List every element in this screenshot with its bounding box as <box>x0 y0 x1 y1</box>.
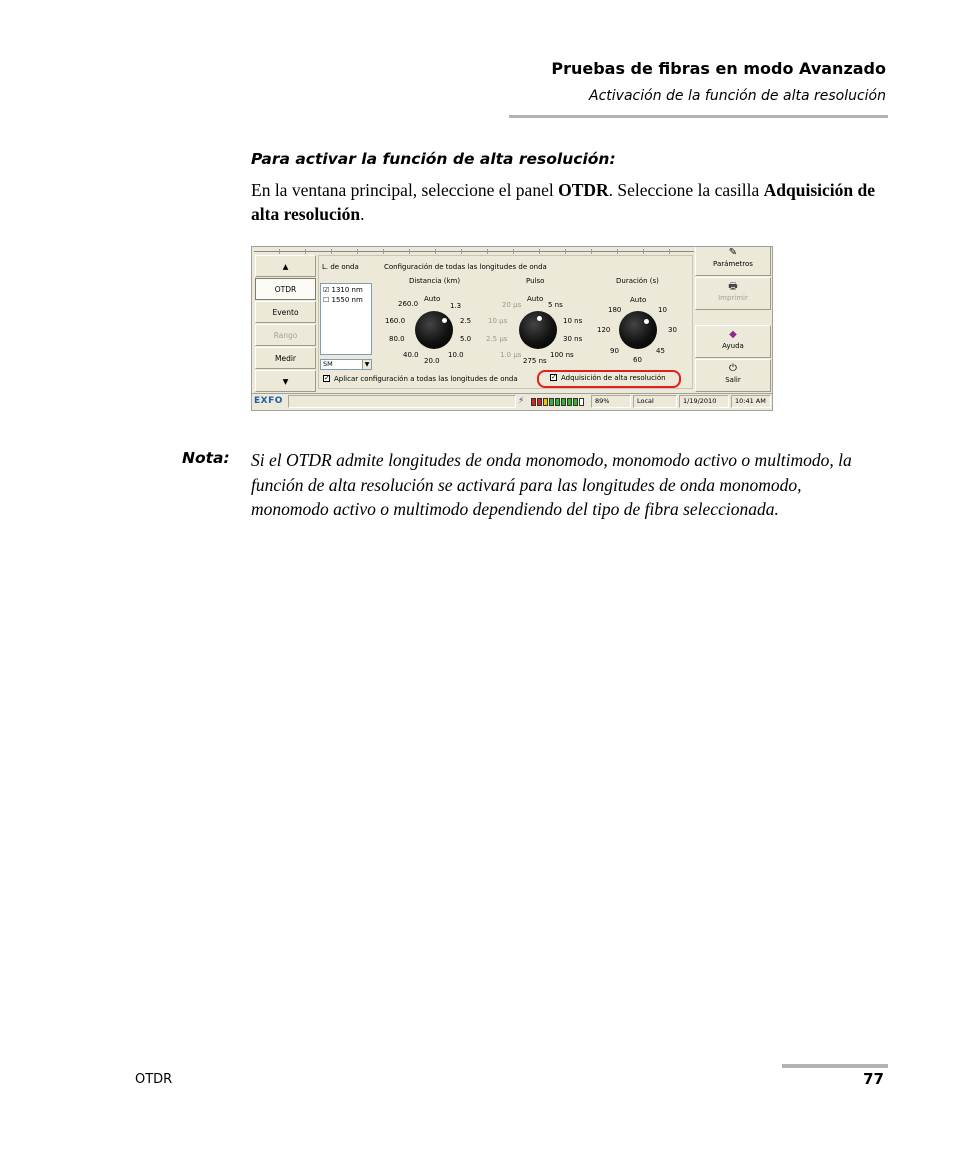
procedure-heading: Para activar la función de alta resolución: <box>251 150 616 168</box>
tab-rango[interactable]: Rango <box>255 324 316 346</box>
pulse-tick: 100 ns <box>550 351 574 359</box>
wavelength-item-1310[interactable] <box>323 286 363 294</box>
otdr-app-screenshot <box>251 246 773 411</box>
distance-tick: 260.0 <box>398 300 419 308</box>
distance-tick: 10.0 <box>448 351 464 359</box>
high-res-label: Adquisición de alta resolución <box>561 374 666 382</box>
nav-down-button[interactable]: ▼ <box>255 370 316 392</box>
pulse-tick: 30 ns <box>563 335 583 343</box>
high-res-checkbox[interactable]: ✓ <box>551 373 557 381</box>
parameters-button[interactable] <box>695 246 771 276</box>
status-bar <box>252 393 772 409</box>
note-text: Si el OTDR admite longitudes de onda monomodo, monomodo activo o multimodo, la función de alta resolución se activará para las longitudes de onda monomodo, monomodo activo o multimodo dependiendo del tipo de fibra seleccionada. <box>251 450 852 519</box>
fiber-type-value: SM <box>323 360 333 368</box>
wavelength-item-1550[interactable] <box>323 296 363 304</box>
header-rule <box>509 115 888 118</box>
distance-title: Distancia (km) <box>409 277 461 285</box>
pulse-knob[interactable] <box>519 311 557 349</box>
checkbox-1550[interactable]: ☐ <box>323 296 330 304</box>
distance-tick: 1.3 <box>450 302 462 310</box>
knob-indicator <box>644 319 649 324</box>
pulse-title: Pulso <box>526 277 545 285</box>
left-navigation <box>255 255 316 389</box>
distance-knob[interactable] <box>415 311 453 349</box>
duration-tick: 30 <box>668 326 677 334</box>
status-date: 1/19/2010 <box>679 395 729 408</box>
procedure-paragraph <box>251 178 881 226</box>
highlight-outline <box>537 370 681 388</box>
wavelength-1310-label: 1310 nm <box>331 286 363 294</box>
paragraph-bold-otdr: OTDR <box>558 180 609 200</box>
power-icon: ⏻ <box>729 363 737 374</box>
tab-strip <box>254 247 694 252</box>
apply-all-checkbox[interactable]: ✓ <box>324 374 330 382</box>
pulse-tick: 10 ns <box>563 317 583 325</box>
checkbox-1310[interactable]: ☑ <box>323 286 330 294</box>
help-book-icon: ◆ <box>729 329 737 340</box>
footer-product: OTDR <box>135 1072 173 1087</box>
tab-evento[interactable]: Evento <box>255 301 316 323</box>
running-header-title: Pruebas de fibras en modo Avanzado <box>551 59 886 78</box>
pulse-tick: 10 µs <box>488 317 508 325</box>
duration-tick: 60 <box>633 356 642 364</box>
paragraph-bold-high-res: Adquisición de alta resolución <box>251 180 876 224</box>
help-button[interactable] <box>695 325 771 358</box>
duration-tick: 90 <box>610 347 619 355</box>
footer-rule <box>782 1064 888 1068</box>
distance-tick: 5.0 <box>460 335 472 343</box>
print-label: Imprimir <box>718 294 748 302</box>
distance-tick: 20.0 <box>424 357 440 365</box>
battery-gauge <box>531 398 584 406</box>
printer-icon: 🖶 <box>728 281 738 292</box>
tab-otdr[interactable]: OTDR <box>255 278 316 300</box>
knob-indicator <box>442 318 447 323</box>
wavelength-label: L. de onda <box>322 263 359 271</box>
pulse-tick: 275 ns <box>523 357 547 365</box>
chevron-down-icon[interactable]: ▼ <box>362 360 371 369</box>
distance-tick: 80.0 <box>389 335 405 343</box>
apply-all-label: Aplicar configuración a todas las longitudes de onda <box>334 375 518 383</box>
duration-knob[interactable] <box>619 311 657 349</box>
wavelength-1550-label: 1550 nm <box>331 296 363 304</box>
nav-up-button[interactable]: ▲ <box>255 255 316 277</box>
wavelength-list <box>320 283 372 355</box>
duration-tick: 120 <box>597 326 611 334</box>
paragraph-text-1: En la ventana principal, seleccione el panel <box>251 180 559 200</box>
mode-indicator: Local <box>633 395 677 408</box>
duration-tick: 10 <box>658 306 667 314</box>
note-label: Nota: <box>182 449 230 467</box>
pulse-tick: Auto <box>527 295 544 303</box>
page-number: 77 <box>863 1070 884 1088</box>
status-message-cell <box>288 395 516 408</box>
paragraph-text-2: . Seleccione la casilla <box>608 180 764 200</box>
status-time: 10:41 AM <box>731 395 771 408</box>
pulse-tick: 20 µs <box>502 301 522 309</box>
parameters-label: Parámetros <box>713 260 753 268</box>
duration-tick: 180 <box>608 306 622 314</box>
distance-tick: 160.0 <box>385 317 406 325</box>
knob-indicator <box>537 316 542 321</box>
exfo-logo: EXFO <box>254 396 283 406</box>
exit-button[interactable] <box>695 359 771 392</box>
duration-title: Duración (s) <box>616 277 659 285</box>
exit-label: Salir <box>725 376 741 384</box>
config-all-label: Configuración de todas las longitudes de onda <box>384 263 547 271</box>
battery-percent: 89% <box>591 395 631 408</box>
distance-tick: 40.0 <box>403 351 419 359</box>
pulse-tick: 1.0 µs <box>500 351 522 359</box>
edit-icon: ✎ <box>728 247 738 258</box>
power-plug-icon: ⚡ <box>518 396 525 406</box>
print-button[interactable] <box>695 277 771 310</box>
pulse-tick: 5 ns <box>548 301 563 309</box>
duration-tick: 45 <box>656 347 665 355</box>
running-header-subtitle: Activación de la función de alta resolución <box>589 88 886 104</box>
distance-tick: 2.5 <box>460 317 472 325</box>
help-label: Ayuda <box>722 342 744 350</box>
pulse-tick: 2.5 µs <box>486 335 508 343</box>
fiber-type-select[interactable] <box>320 359 372 370</box>
right-button-bar <box>695 247 771 392</box>
paragraph-text-3: . <box>360 204 365 224</box>
duration-tick: Auto <box>630 296 647 304</box>
tab-medir[interactable]: Medir <box>255 347 316 369</box>
distance-tick: Auto <box>424 295 441 303</box>
